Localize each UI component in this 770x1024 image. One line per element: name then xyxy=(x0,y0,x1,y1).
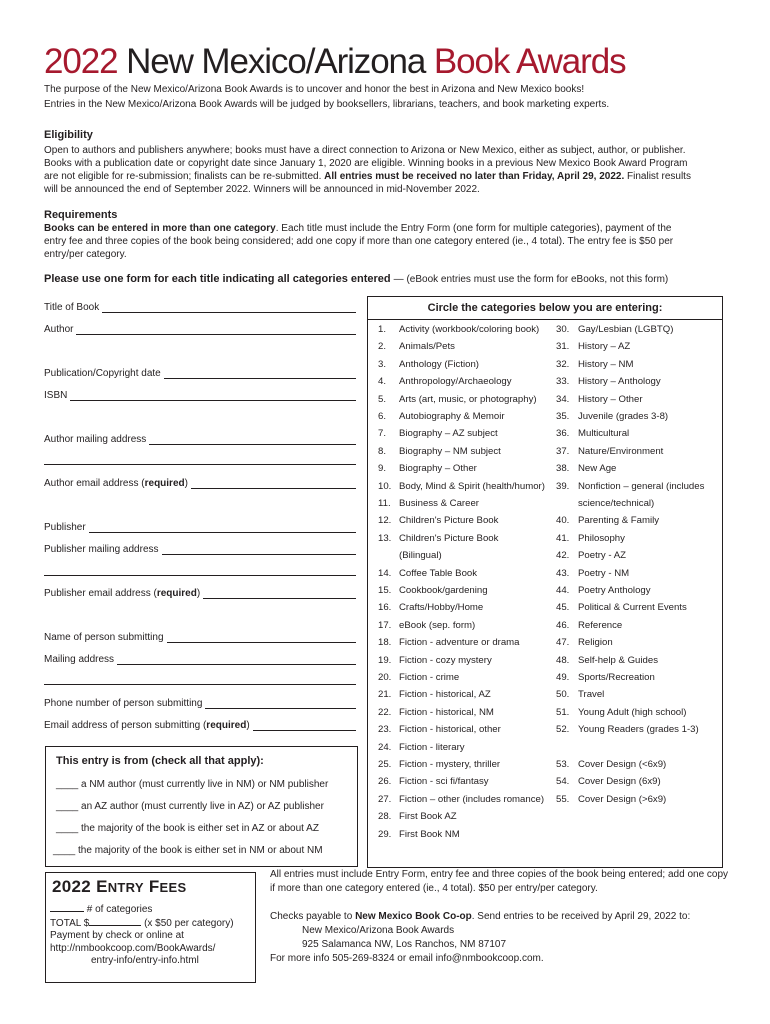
categories-heading: Circle the categories below you are entering: xyxy=(427,302,663,314)
payment-url-1[interactable]: http://nmbookcoop.com/BookAwards/ xyxy=(50,942,216,954)
category-item[interactable] xyxy=(378,829,460,841)
category-label: Poetry - AZ xyxy=(578,550,626,562)
category-number: 32. xyxy=(556,358,570,370)
category-label: Fiction - historical, AZ xyxy=(399,689,491,701)
category-label: Children's Picture Book xyxy=(399,515,499,527)
category-item[interactable] xyxy=(556,324,673,336)
category-number: 46. xyxy=(556,619,570,631)
requirements-text xyxy=(44,222,724,261)
category-number: 43. xyxy=(556,567,570,579)
phone-input-line[interactable] xyxy=(205,699,356,709)
category-number: 54. xyxy=(556,776,570,788)
checks-payee: New Mexico Book Co-op xyxy=(355,911,472,922)
category-label: Nature/Environment xyxy=(578,445,664,457)
category-label-continued: science/technical) xyxy=(578,497,655,509)
category-label: Crafts/Hobby/Home xyxy=(399,602,484,614)
category-label: Religion xyxy=(578,637,613,649)
title-tail: Book Awards xyxy=(433,42,626,81)
category-number: 22. xyxy=(378,706,392,718)
category-item[interactable] xyxy=(378,689,491,701)
category-item[interactable] xyxy=(556,463,616,475)
requirements-line-1 xyxy=(44,222,724,235)
category-item[interactable] xyxy=(378,568,477,580)
title-label: Title of Book xyxy=(44,302,100,313)
isbn-field[interactable] xyxy=(44,387,356,401)
category-number: 20. xyxy=(378,672,392,683)
category-label: Fiction - historical, other xyxy=(399,724,501,736)
fees-ntry: NTRY xyxy=(107,880,144,895)
category-item[interactable] xyxy=(378,776,489,788)
isbn-input-line[interactable] xyxy=(70,391,356,401)
category-label-continued: (Bilingual) xyxy=(399,549,442,561)
category-label: Anthology (Fiction) xyxy=(399,358,479,370)
category-label: Cover Design (6x9) xyxy=(578,776,661,788)
category-number: 55. xyxy=(556,793,570,805)
category-label: Fiction - literary xyxy=(399,741,465,753)
entry-from-box xyxy=(45,746,358,867)
address-line-1: New Mexico/Arizona Book Awards xyxy=(302,925,455,936)
publisher-email-pre: Publisher email address ( xyxy=(44,588,157,599)
category-label: Fiction - sci fi/fantasy xyxy=(399,776,489,788)
category-number: 47. xyxy=(556,637,570,649)
publisher-email-close: ) xyxy=(196,588,201,599)
title-year: 2022 xyxy=(44,42,118,81)
submitter-email-label xyxy=(44,720,250,731)
category-item[interactable] xyxy=(556,707,686,719)
category-item[interactable] xyxy=(378,533,498,562)
category-number: 16. xyxy=(378,602,392,614)
category-number: 48. xyxy=(556,654,570,666)
title-field[interactable] xyxy=(44,299,356,313)
category-label: Fiction – other (includes romance) xyxy=(399,793,545,805)
category-label: Young Readers (grades 1-3) xyxy=(578,724,699,736)
category-item[interactable] xyxy=(378,515,498,527)
category-number: 38. xyxy=(556,463,570,475)
category-label: Fiction - adventure or drama xyxy=(399,637,520,649)
author-mailing-label: Author mailing address xyxy=(44,434,147,445)
eligibility-text xyxy=(44,144,724,196)
entry-from-option-az[interactable]: ____ an AZ author (must currently live in AZ) or AZ publisher xyxy=(56,801,324,812)
category-item[interactable] xyxy=(556,620,622,632)
category-number: 26. xyxy=(378,776,392,788)
checks-pre: Checks payable to xyxy=(270,911,356,922)
publisher-mailing-label: Publisher mailing address xyxy=(44,544,159,555)
category-label: Nonfiction – general (includes xyxy=(578,480,705,492)
category-item[interactable] xyxy=(556,359,633,371)
category-item[interactable] xyxy=(378,811,457,823)
author-field[interactable] xyxy=(44,321,356,335)
category-label: Children's Picture Book xyxy=(399,532,499,544)
category-label: History – Other xyxy=(578,393,643,405)
category-item[interactable] xyxy=(378,602,483,614)
category-item[interactable] xyxy=(556,376,661,388)
category-number: 30. xyxy=(556,324,570,335)
category-item[interactable] xyxy=(378,359,479,371)
category-label: Arts (art, music, or photography) xyxy=(399,393,537,405)
publisher-input-line[interactable] xyxy=(89,523,356,533)
category-number: 42. xyxy=(556,550,570,562)
total-row xyxy=(50,917,234,931)
author-label: Author xyxy=(44,324,74,335)
category-number: 10. xyxy=(378,480,392,492)
category-number: 2. xyxy=(378,341,387,353)
entry-fees-body xyxy=(50,903,234,968)
fees-e: E xyxy=(96,877,108,896)
category-number: 14. xyxy=(378,567,392,579)
eligibility-heading: Eligibility xyxy=(44,129,93,141)
category-item[interactable] xyxy=(556,341,630,353)
categories-count-row xyxy=(50,903,234,917)
category-number: 50. xyxy=(556,689,570,701)
category-item[interactable] xyxy=(378,394,537,406)
category-item[interactable] xyxy=(378,481,545,493)
requirements-text-1: . Each title must include the Entry Form (one form for multiple categories), payment of the xyxy=(275,223,672,234)
eligibility-line-3c: Finalist results xyxy=(627,171,691,182)
isbn-label: ISBN xyxy=(44,390,68,401)
category-number: 44. xyxy=(556,585,570,596)
categories-box xyxy=(367,296,723,868)
page-title xyxy=(44,44,625,79)
category-number: 34. xyxy=(556,393,570,405)
category-number: 12. xyxy=(378,515,392,527)
title-input-line[interactable] xyxy=(102,303,356,313)
category-label: Business & Career xyxy=(399,498,479,509)
eligibility-line-4: will be announced the end of September 2022. Winners will be announced in mid-November 2022. xyxy=(44,184,480,195)
category-number: 45. xyxy=(556,602,570,614)
category-label: Anthropology/Archaeology xyxy=(399,376,512,388)
category-item[interactable] xyxy=(556,585,651,597)
intro-line-2: Entries in the New Mexico/Arizona Book Awards will be judged by booksellers, librarians, teachers, and book marketing experts. xyxy=(44,99,610,110)
category-number: 15. xyxy=(378,585,392,596)
category-label: Cover Design (>6x9) xyxy=(578,793,667,805)
checks-line xyxy=(270,910,730,924)
category-label: Activity (workbook/coloring book) xyxy=(399,324,540,335)
category-number: 7. xyxy=(378,428,387,440)
category-label: Biography – Other xyxy=(399,463,477,475)
pubdate-input-line[interactable] xyxy=(164,369,356,379)
category-number: 52. xyxy=(556,724,570,736)
category-label: Autobiography & Memoir xyxy=(399,411,505,422)
category-label: Multicultural xyxy=(578,428,630,440)
fees-year: 2022 xyxy=(52,877,92,896)
category-item[interactable] xyxy=(556,637,613,649)
publisher-email-field[interactable] xyxy=(44,585,356,599)
category-label: Cover Design (<6x9) xyxy=(578,759,667,770)
category-item[interactable] xyxy=(378,724,501,736)
categories-count-label: # of categories xyxy=(86,904,153,915)
category-item[interactable] xyxy=(378,742,465,754)
contact-info: For more info 505-269-8324 or email info@nmbookcoop.com. xyxy=(270,953,544,964)
requirements-bold: Books can be entered in more than one category xyxy=(44,223,276,234)
category-number: 8. xyxy=(378,445,387,457)
category-label: Poetry Anthology xyxy=(578,585,651,596)
author-mailing-line-2[interactable] xyxy=(44,464,356,465)
required-mark: required xyxy=(144,478,185,489)
category-number: 4. xyxy=(378,376,387,388)
category-number: 24. xyxy=(378,741,392,753)
category-item[interactable] xyxy=(556,776,661,788)
category-label: Fiction - crime xyxy=(399,672,460,683)
publisher-mailing-input-line[interactable] xyxy=(162,545,356,555)
eligibility-line-2: Books with a publication date or copyright date since January 1, 2020 are eligible. Winning books in a previous New Mexico Book Award Program xyxy=(44,158,688,169)
title-middle: New Mexico/Arizona xyxy=(126,42,426,81)
category-number: 5. xyxy=(378,393,387,405)
publisher-email-label xyxy=(44,588,200,599)
category-number: 11. xyxy=(378,498,391,509)
entry-fees-title xyxy=(52,877,186,897)
fees-f: F xyxy=(148,877,160,896)
category-number: 3. xyxy=(378,358,387,370)
category-label: Parenting & Family xyxy=(578,515,660,527)
category-number: 36. xyxy=(556,428,570,440)
payment-text: Payment by check or online at xyxy=(50,930,184,942)
category-item[interactable] xyxy=(556,533,625,545)
category-label: Self-help & Guides xyxy=(578,654,658,666)
category-number: 33. xyxy=(556,376,570,388)
pubdate-label: Publication/Copyright date xyxy=(44,368,161,379)
category-item[interactable] xyxy=(556,446,663,458)
category-number: 53. xyxy=(556,759,570,770)
category-label: History – NM xyxy=(578,358,634,370)
eligibility-line-3 xyxy=(44,170,724,183)
category-number: 49. xyxy=(556,672,570,683)
category-number: 17. xyxy=(378,619,392,631)
category-item[interactable] xyxy=(378,411,505,423)
submitter-email-field[interactable] xyxy=(44,717,356,731)
mailing-instructions xyxy=(270,910,730,966)
category-label: eBook (sep. form) xyxy=(399,619,476,631)
entry-requirements-note: All entries must include Entry Form, entry fee and three copies of the book being entered; add one copy if more than one category entered (ie., 4 total). $50 per entry/per category. xyxy=(270,869,729,894)
category-label: Fiction - cozy mystery xyxy=(399,654,492,666)
category-label: Fiction - mystery, thriller xyxy=(399,759,501,770)
payment-url-2[interactable]: entry-info/entry-info.html xyxy=(91,955,199,967)
entry-from-heading: This entry is from (check all that apply): xyxy=(56,755,264,767)
submitter-email-close: ) xyxy=(246,720,250,731)
category-label: New Age xyxy=(578,463,617,475)
category-number: 21. xyxy=(378,689,392,701)
category-item[interactable] xyxy=(378,446,501,458)
category-label: Travel xyxy=(578,689,605,701)
publisher-field[interactable] xyxy=(44,519,356,533)
category-label: First Book AZ xyxy=(399,811,457,823)
category-label: Political & Current Events xyxy=(578,602,687,614)
category-item[interactable] xyxy=(556,655,658,667)
category-item[interactable] xyxy=(378,341,455,353)
author-email-pre: Author email address ( xyxy=(44,478,145,489)
category-label: Animals/Pets xyxy=(399,341,455,353)
entry-from-option-set-az[interactable]: ____ the majority of the book is either set in AZ or about AZ xyxy=(56,823,319,834)
category-number: 28. xyxy=(378,811,392,823)
eligibility-line-1: Open to authors and publishers anywhere; books must have a direct connection to Arizona or New Mexico, either as subject, author, or publisher. xyxy=(44,145,686,156)
fees-ees: EES xyxy=(159,880,187,895)
author-email-label xyxy=(44,478,188,489)
submitter-name-field[interactable] xyxy=(44,629,356,643)
category-label: Philosophy xyxy=(578,532,625,544)
category-number: 41. xyxy=(556,532,570,544)
category-label: Coffee Table Book xyxy=(399,567,478,579)
categories-divider xyxy=(368,319,722,320)
category-label: Juvenile (grades 3-8) xyxy=(578,411,669,422)
author-mailing-input-line[interactable] xyxy=(149,435,356,445)
phone-label: Phone number of person submitting xyxy=(44,698,203,709)
publisher-mailing-field[interactable] xyxy=(44,541,356,555)
category-number: 27. xyxy=(378,793,392,805)
category-number: 9. xyxy=(378,463,387,475)
category-item[interactable] xyxy=(556,568,629,580)
category-label: Biography – AZ subject xyxy=(399,428,498,440)
pubdate-field[interactable] xyxy=(44,365,356,379)
intro xyxy=(44,82,734,112)
category-label: Biography – NM subject xyxy=(399,445,501,457)
category-item[interactable] xyxy=(556,428,629,440)
category-item[interactable] xyxy=(378,585,488,597)
category-label: Fiction - historical, NM xyxy=(399,706,494,718)
category-label: First Book NM xyxy=(399,828,460,840)
category-label: Cookbook/gardening xyxy=(399,585,488,596)
category-item[interactable] xyxy=(378,620,475,632)
category-item[interactable] xyxy=(378,637,520,649)
category-number: 13. xyxy=(378,532,392,544)
mailing-label: Mailing address xyxy=(44,654,115,665)
author-email-input-line[interactable] xyxy=(191,479,356,489)
categories-count-blank[interactable] xyxy=(50,903,84,912)
category-item[interactable] xyxy=(378,759,500,771)
category-number: 23. xyxy=(378,724,392,736)
category-item[interactable] xyxy=(556,602,687,614)
category-number: 25. xyxy=(378,759,392,770)
category-label: Reference xyxy=(578,619,623,631)
intro-line-1: The purpose of the New Mexico/Arizona Book Awards is to uncover and honor the best in Arizona and New Mexico books! xyxy=(44,84,585,95)
address-line-2: 925 Salamanca NW, Los Ranchos, NM 87107 xyxy=(302,939,506,950)
total-blank[interactable] xyxy=(89,917,141,926)
entry-from-option-nm[interactable]: ____ a NM author (must currently live in NM) or NM publisher xyxy=(56,779,329,790)
category-label: Body, Mind & Spirit (health/humor) xyxy=(399,480,545,492)
category-number: 29. xyxy=(378,828,392,840)
submitter-name-label: Name of person submitting xyxy=(44,632,164,643)
author-email-field[interactable] xyxy=(44,475,356,489)
category-item[interactable] xyxy=(556,394,643,406)
entry-from-option-set-nm[interactable]: ____ the majority of the book is either set in NM or about NM xyxy=(53,845,323,856)
category-number: 37. xyxy=(556,445,570,457)
category-item[interactable] xyxy=(378,794,544,806)
category-item[interactable] xyxy=(556,794,666,806)
category-item[interactable] xyxy=(378,655,492,667)
category-number: 1. xyxy=(378,324,387,335)
publisher-mailing-line-2[interactable] xyxy=(44,575,356,576)
total-label: TOTAL $ xyxy=(50,917,90,929)
category-number: 31. xyxy=(556,341,570,353)
publisher-label: Publisher xyxy=(44,522,86,533)
publisher-email-input-line[interactable] xyxy=(203,589,356,599)
mailing-input-line[interactable] xyxy=(117,655,356,665)
eligibility-line-3a: are not eligible for re-submission; finalists can be re-submitted. xyxy=(44,171,322,182)
category-item[interactable] xyxy=(378,672,459,684)
category-number: 39. xyxy=(556,480,570,492)
entry-fees-box xyxy=(45,872,256,983)
category-number: 19. xyxy=(378,654,392,666)
category-item[interactable] xyxy=(556,759,666,771)
category-label: Young Adult (high school) xyxy=(578,706,687,718)
author-email-close: ) xyxy=(184,478,188,489)
category-number: 6. xyxy=(378,411,387,422)
category-item[interactable] xyxy=(378,428,498,440)
category-item[interactable] xyxy=(556,481,704,510)
author-input-line[interactable] xyxy=(76,325,356,335)
mailing-line-2[interactable] xyxy=(44,684,356,685)
submitter-email-input-line[interactable] xyxy=(253,721,356,731)
category-item[interactable] xyxy=(378,707,494,719)
category-label: Sports/Recreation xyxy=(578,672,655,683)
phone-field[interactable] xyxy=(44,695,356,709)
category-item[interactable] xyxy=(556,550,626,562)
category-item[interactable] xyxy=(378,324,539,336)
category-label: History – AZ xyxy=(578,341,631,353)
use-form-note: — (eBook entries must use the form for eBooks, not this form) xyxy=(393,274,669,285)
required-mark: required xyxy=(156,588,197,599)
category-number: 18. xyxy=(378,637,392,649)
total-note: (x $50 per category) xyxy=(144,917,234,929)
submitter-name-input-line[interactable] xyxy=(167,633,356,643)
category-item[interactable] xyxy=(556,672,655,684)
category-number: 40. xyxy=(556,515,570,527)
required-mark: required xyxy=(206,720,247,731)
checks-post: . Send entries to be received by April 29, 2022 to: xyxy=(471,911,691,922)
category-item[interactable] xyxy=(378,498,479,510)
use-form-instruction xyxy=(44,273,668,285)
category-item[interactable] xyxy=(378,376,512,388)
category-item[interactable] xyxy=(556,689,604,701)
submitter-email-pre: Email address of person submitting ( xyxy=(44,720,207,731)
requirements-line-3: entry/per category. xyxy=(44,249,127,260)
category-number: 51. xyxy=(556,706,570,718)
deadline-text: All entries must be received no later than Friday, April 29, 2022. xyxy=(324,171,625,182)
category-item[interactable] xyxy=(378,463,477,475)
author-mailing-field[interactable] xyxy=(44,431,356,445)
requirements-heading: Requirements xyxy=(44,209,118,221)
mailing-field[interactable] xyxy=(44,651,356,665)
category-label: History – Anthology xyxy=(578,376,661,388)
use-form-main: Please use one form for each title indicating all categories entered xyxy=(44,273,391,285)
category-number: 35. xyxy=(556,411,570,422)
category-item[interactable] xyxy=(556,724,699,736)
category-item[interactable] xyxy=(556,515,659,527)
category-label: Poetry - NM xyxy=(578,567,630,579)
requirements-line-2: entry fee and three copies of the book being considered; add one copy if more than one category entered (ie., 4 total). The entry fee is $50 per xyxy=(44,236,674,247)
category-item[interactable] xyxy=(556,411,668,423)
category-label: Gay/Lesbian (LGBTQ) xyxy=(578,324,674,335)
